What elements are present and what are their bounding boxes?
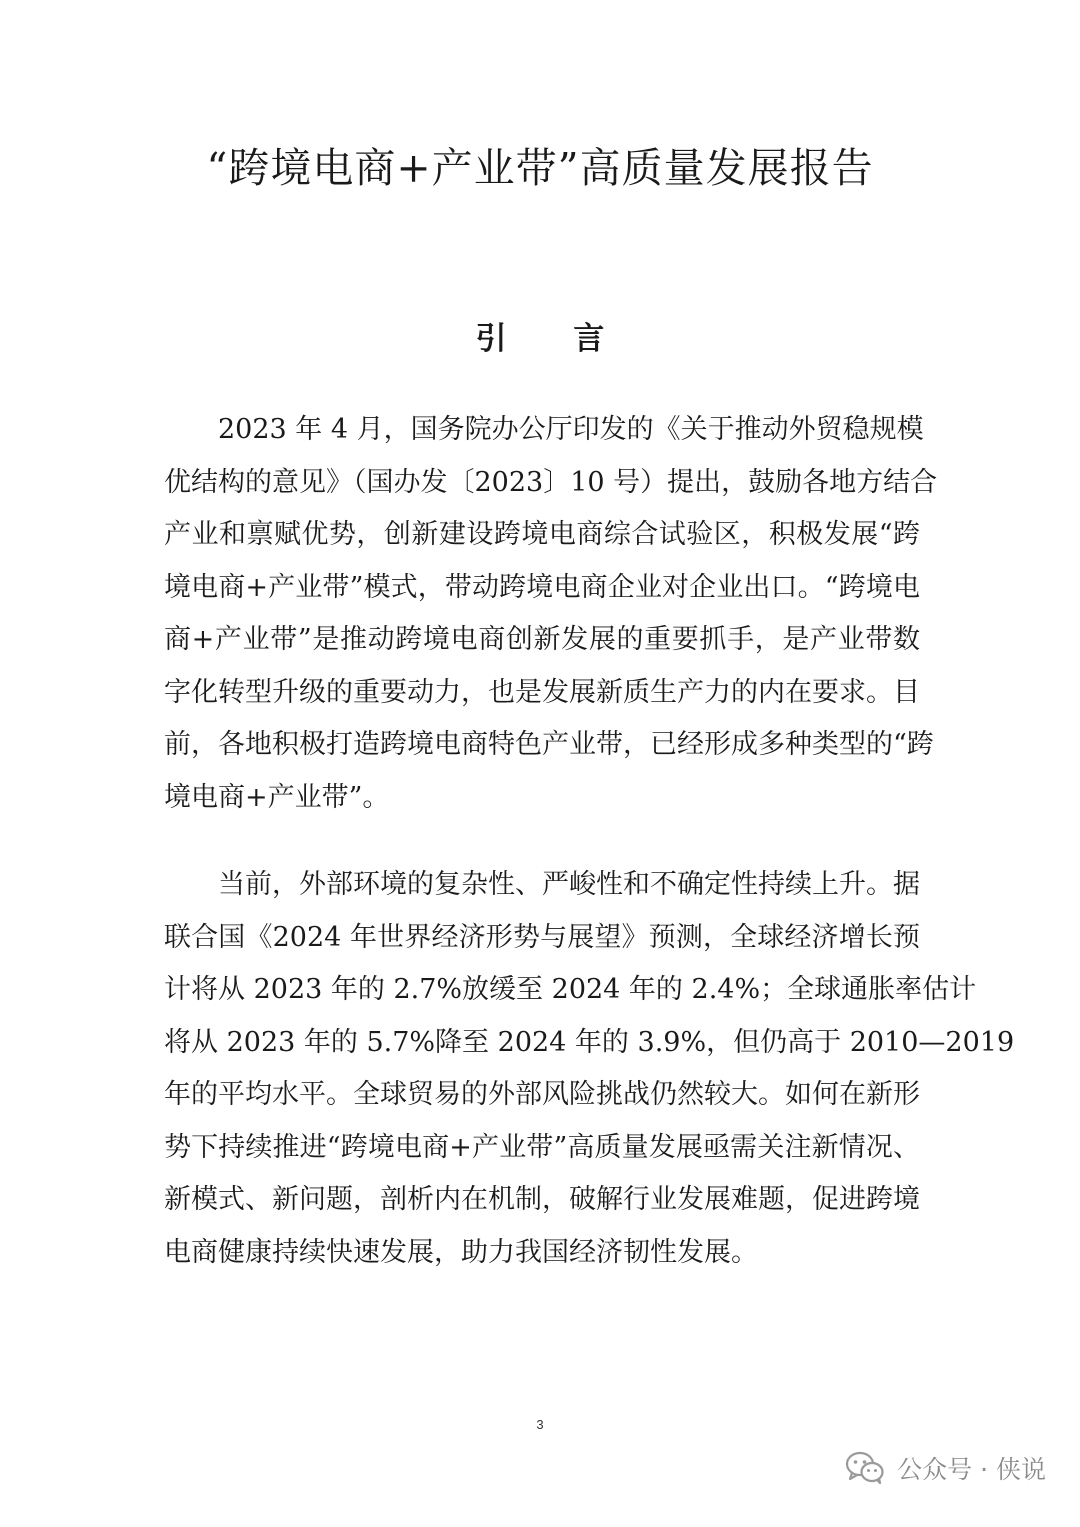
paragraph-line: 计将从 2023 年的 2.7%放缓至 2024 年的 2.4%；全球通胀率估计	[164, 974, 977, 1005]
paragraph-1	[164, 404, 938, 824]
paragraph-2	[164, 859, 1015, 1279]
paragraph-line: 联合国《2024 年世界经济形势与展望》预测，全球经济增长预	[164, 921, 920, 953]
paragraph-line: 字化转型升级的重要动力，也是发展新质生产力的内在要求。目	[164, 676, 920, 708]
paragraph-line: 商+产业带”是推动跨境电商创新发展的重要抓手，是产业带数	[164, 624, 920, 655]
section-heading: 引 言	[475, 321, 633, 357]
paragraph-line: 2023 年 4 月，国务院办公厅印发的《关于推动外贸稳规模	[218, 414, 924, 445]
paragraph-line: 优结构的意见》（国办发〔2023〕10 号）提出，鼓励各地方结合	[164, 466, 938, 498]
paragraph-line: 年的平均水平。全球贸易的外部风险挑战仍然较大。如何在新形	[164, 1079, 920, 1110]
paragraph-line: 将从 2023 年的 5.7%降至 2024 年的 3.9%，但仍高于 2010—2019	[164, 1026, 1015, 1058]
paragraph-line: 当前，外部环境的复杂性、严峻性和不确定性持续上升。据	[218, 869, 920, 900]
paragraph-line: 电商健康持续快速发展，助力我国经济韧性发展。	[164, 1236, 758, 1268]
page-number: 3	[536, 1417, 544, 1432]
wechat-icon	[845, 1451, 885, 1485]
paragraph-line: 前，各地积极打造跨境电商特色产业带，已经形成多种类型的“跨	[164, 729, 934, 760]
watermark	[845, 1448, 1046, 1488]
paragraph-line: 势下持续推进“跨境电商+产业带”高质量发展亟需关注新情况、	[164, 1131, 920, 1163]
paragraph-line: 境电商+产业带”。	[164, 781, 390, 813]
paragraph-line: 产业和禀赋优势，创新建设跨境电商综合试验区，积极发展“跨	[164, 519, 920, 550]
paragraph-line: 新模式、新问题，剖析内在机制，破解行业发展难题，促进跨境	[164, 1184, 920, 1215]
document-title: “跨境电商+产业带”高质量发展报告	[206, 144, 874, 192]
watermark-text: 公众号 · 侠说	[897, 1455, 1046, 1484]
paragraph-line: 境电商+产业带”模式，带动跨境电商企业对企业出口。“跨境电	[164, 571, 920, 603]
